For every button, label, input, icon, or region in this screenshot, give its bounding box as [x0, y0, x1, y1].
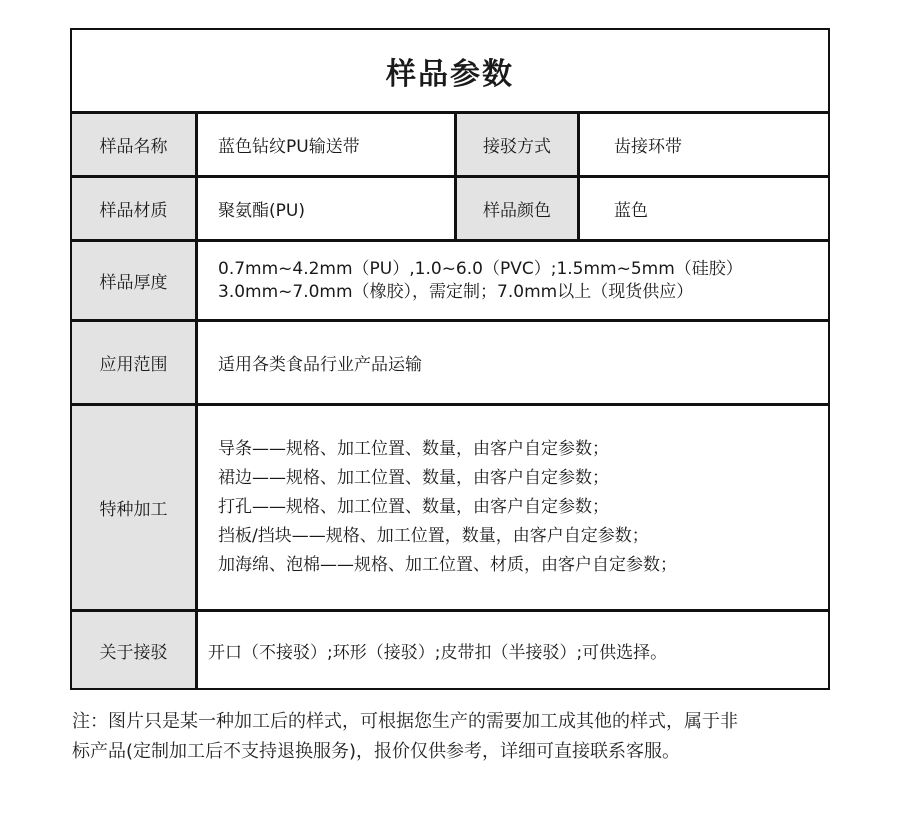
processing-line: 挡板/挡块——规格、加工位置，数量，由客户自定参数；	[218, 526, 649, 546]
value-sample-thickness	[198, 242, 828, 319]
value-joint-method: 齿接环带	[614, 137, 682, 157]
label-joint-method: 接驳方式	[454, 114, 580, 175]
label-sample-name: 样品名称	[72, 114, 198, 175]
label-sample-thickness: 样品厚度	[72, 242, 198, 319]
thickness-line: 3.0mm~7.0mm（橡胶），需定制；7.0mm以上（现货供应）	[218, 281, 694, 302]
table-row-processing	[72, 406, 828, 612]
footnote-line: 注：图片只是某一种加工后的样式，可根据您生产的需要加工成其他的样式，属于非	[72, 711, 738, 732]
processing-line: 打孔——规格、加工位置、数量，由客户自定参数；	[218, 497, 609, 517]
footnote-line: 标产品(定制加工后不支持退换服务)，报价仅供参考，详细可直接联系客服。	[72, 741, 681, 762]
label-sample-material: 样品材质	[72, 178, 198, 239]
thickness-line: 0.7mm~4.2mm（PU）,1.0~6.0（PVC）;1.5mm~5mm（硅胶）	[218, 258, 743, 279]
value-sample-name: 蓝色钻纹PU输送带	[218, 137, 360, 157]
value-application-scope: 适用各类食品行业产品运输	[218, 355, 422, 375]
sample-parameters-table	[70, 28, 830, 690]
table-row-joint	[72, 612, 828, 688]
table-row-name	[72, 114, 828, 178]
label-about-joint: 关于接驳	[72, 612, 198, 688]
label-sample-color: 样品颜色	[454, 178, 580, 239]
footnote	[72, 707, 832, 767]
value-sample-color: 蓝色	[614, 201, 648, 221]
processing-line: 导条——规格、加工位置、数量，由客户自定参数；	[218, 439, 609, 459]
label-application-scope: 应用范围	[72, 322, 198, 403]
value-about-joint: 开口（不接驳）;环形（接驳）;皮带扣（半接驳）;可供选择。	[208, 642, 668, 663]
processing-line: 加海绵、泡棉——规格、加工位置、材质，由客户自定参数；	[218, 555, 677, 575]
processing-line: 裙边——规格、加工位置、数量，由客户自定参数；	[218, 468, 609, 488]
table-row-application	[72, 322, 828, 406]
value-special-processing	[198, 406, 828, 609]
table-row-thickness	[72, 242, 828, 322]
value-sample-material: 聚氨酯(PU)	[218, 201, 305, 221]
label-special-processing: 特种加工	[72, 406, 198, 609]
table-row-material	[72, 178, 828, 242]
table-title: 样品参数	[72, 30, 828, 114]
